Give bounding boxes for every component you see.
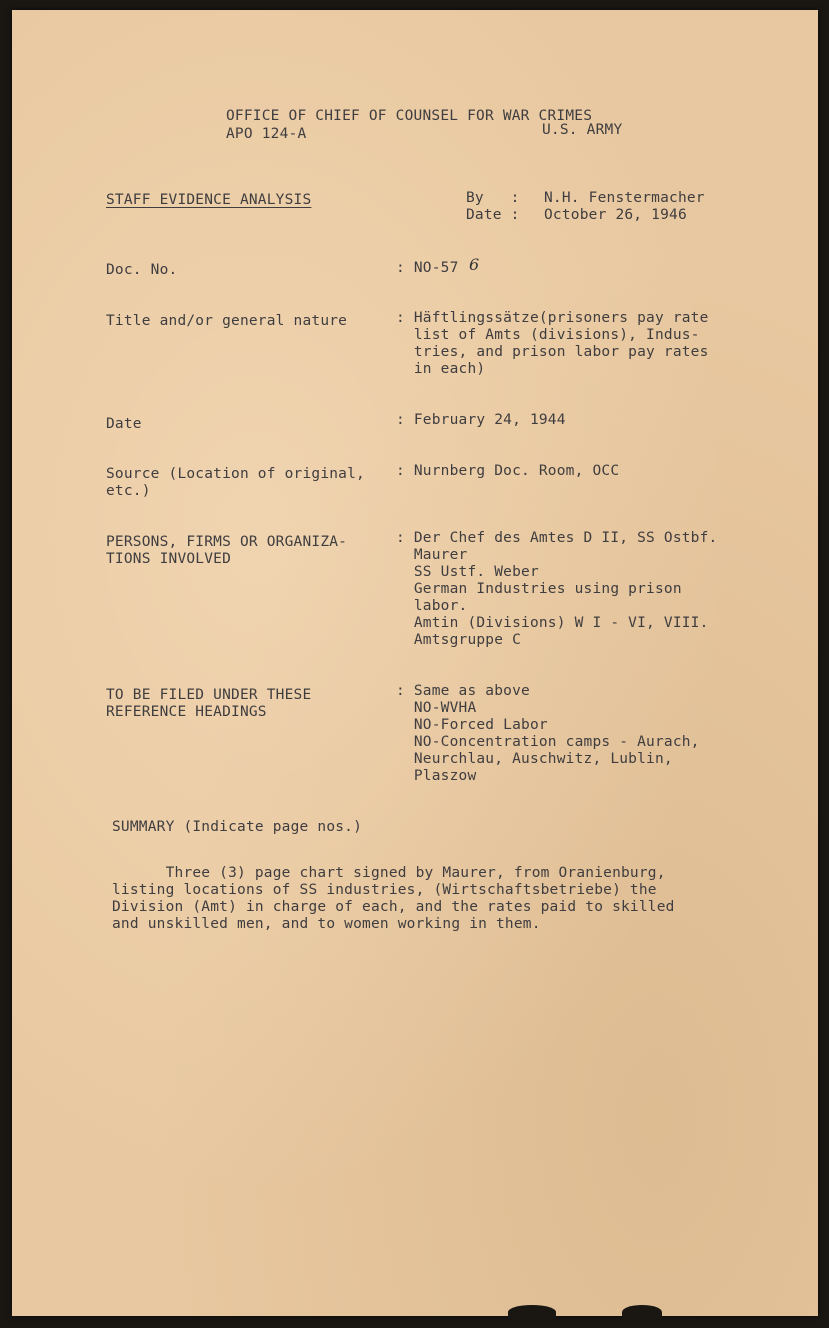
title-value: : Häftlingssätze(prisoners pay rate list of Amts (divisions), Indus- tries, and prison labor pay rates in each)	[396, 310, 709, 377]
persons-value: : Der Chef des Amtes D II, SS Ostbf. Maurer SS Ustf. Weber German Industries using prison labor. Amtin (Divisions) W I - VI, VIII. Amtsgruppe C	[396, 530, 718, 648]
by-label: By :	[466, 190, 520, 206]
doc-no-handwritten-digit: 6	[469, 255, 480, 274]
doc-no-label: Doc. No.	[106, 262, 178, 278]
title-label: Title and/or general nature	[106, 313, 348, 329]
summary-heading: SUMMARY (Indicate page nos.)	[112, 819, 363, 835]
source-value: : Nurnberg Doc. Room, OCC	[396, 463, 620, 479]
office-heading: OFFICE OF CHIEF OF COUNSEL FOR WAR CRIMES	[226, 108, 593, 124]
doc-no-value: : NO-57	[396, 260, 459, 276]
paper-tear	[508, 1305, 556, 1319]
apo-number: APO 124-A	[226, 126, 307, 142]
paper-tear	[622, 1305, 662, 1319]
filed-under-label: TO BE FILED UNDER THESE REFERENCE HEADINGS	[106, 687, 312, 720]
analysis-date-label: Date :	[466, 207, 520, 223]
document-date-value: : February 24, 1944	[396, 412, 566, 428]
summary-body: Three (3) page chart signed by Maurer, from Oranienburg, listing locations of SS industries, (Wirtschaftsbetriebe) the Division (Amt) in charge of each, and the rates paid to skilled and unskilled men, and to women working in them.	[112, 865, 675, 932]
staff-evidence-heading: STAFF EVIDENCE ANALYSIS	[106, 192, 312, 208]
persons-label: PERSONS, FIRMS OR ORGANIZA- TIONS INVOLVED	[106, 534, 348, 567]
document-date-label: Date	[106, 416, 142, 432]
source-label: Source (Location of original, etc.)	[106, 466, 365, 499]
document-page	[12, 10, 818, 1316]
army-label: U.S. ARMY	[542, 122, 623, 138]
analysis-date: October 26, 1946	[544, 207, 687, 223]
filed-under-value: : Same as above NO-WVHA NO-Forced Labor NO-Concentration camps - Aurach, Neurchlau, Auschwitz, Lublin, Plaszow	[396, 683, 700, 784]
analyst-name: N.H. Fenstermacher	[544, 190, 705, 206]
